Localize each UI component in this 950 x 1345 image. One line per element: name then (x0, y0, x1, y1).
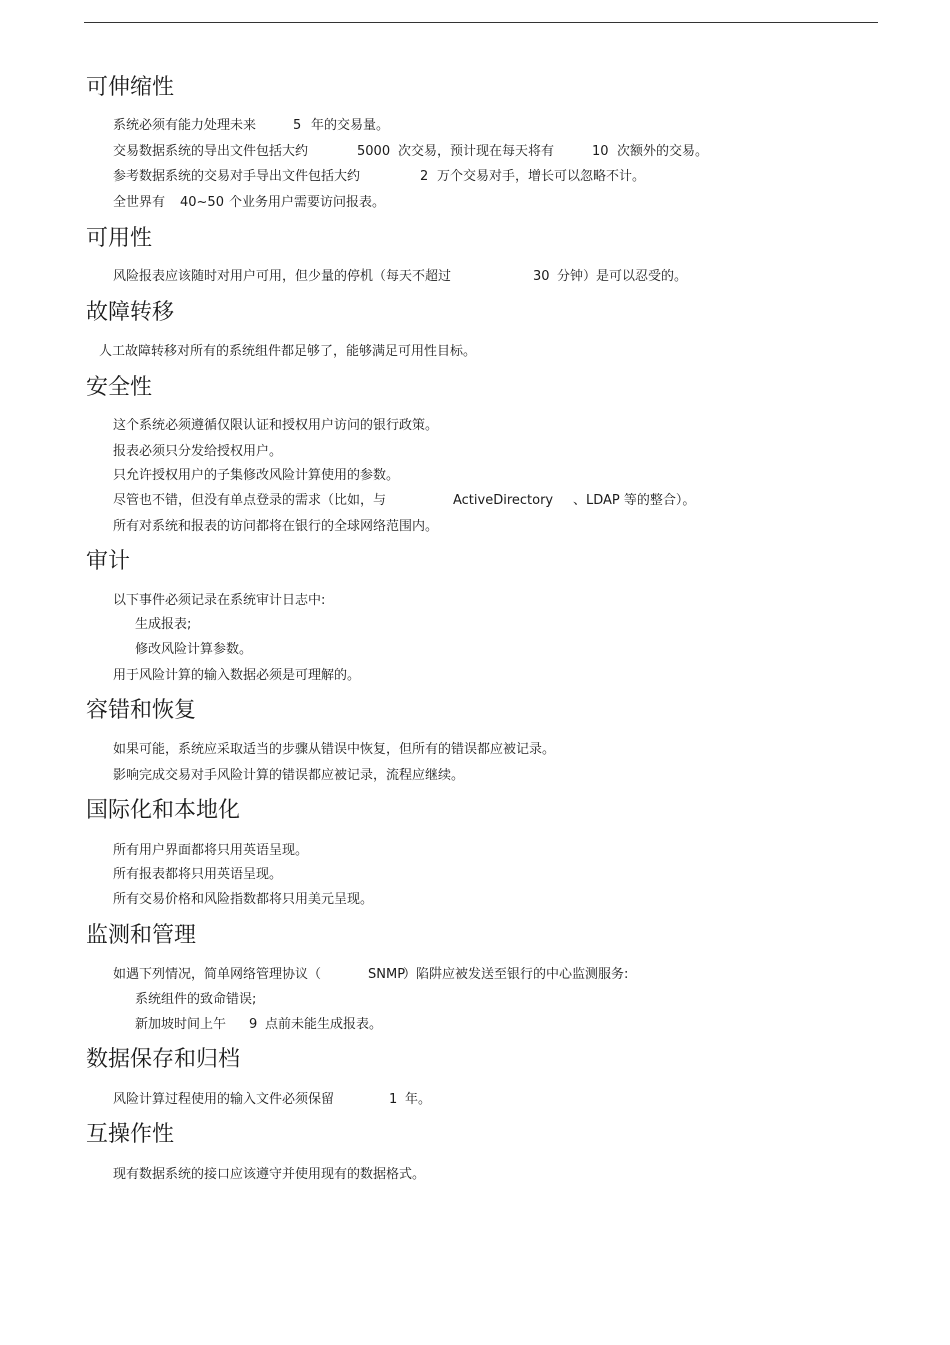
audit-line-1: 以下事件必须记录在系统审计日志中: (113, 593, 326, 608)
scalability-line-2 (113, 143, 813, 161)
audit-line-4: 用于风险计算的输入数据必须是可理解的。 (113, 668, 361, 683)
text-segment: 次交易，预计现在每天将有 (398, 144, 555, 159)
text-segment: 新加坡时间上午 (135, 1017, 227, 1032)
audit-line-3: 修改风险计算参数。 (135, 642, 253, 657)
text-segment: ）陷阱应被发送至银行的中心监测服务: (403, 967, 629, 982)
text-segment: 5 (293, 118, 302, 133)
retention-line-1 (113, 1091, 813, 1109)
text-segment: 次额外的交易。 (617, 144, 709, 159)
security-line-5: 所有对系统和报表的访问都将在银行的全球网络范围内。 (113, 519, 439, 534)
security-line-1: 这个系统必须遵循仅限认证和授权用户访问的银行政策。 (113, 418, 439, 433)
audit-line-2: 生成报表; (135, 617, 192, 632)
text-segment: 如遇下列情况，简单网络管理协议（ (113, 967, 322, 982)
security-line-4 (113, 492, 813, 510)
text-segment: 9 (249, 1017, 258, 1032)
text-segment: 全世界有 (113, 195, 166, 210)
recovery-line-1: 如果可能，系统应采取适当的步骤从错误中恢复，但所有的错误都应被记录。 (113, 742, 556, 757)
text-segment: 万个交易对手，增长可以忽略不计。 (437, 169, 646, 184)
scalability-line-1 (113, 117, 813, 135)
text-segment: 尽管也不错，但没有单点登录的需求（比如，与 (113, 493, 387, 508)
monitoring-line-2: 系统组件的致命错误; (135, 992, 257, 1007)
i18n-line-1: 所有用户界面都将只用英语呈现。 (113, 843, 309, 858)
text-segment: 5000 (357, 144, 391, 159)
heading-scalability: 可伸缩性 (86, 75, 175, 100)
text-segment: 交易数据系统的导出文件包括大约 (113, 144, 309, 159)
text-segment: 2 (420, 169, 429, 184)
i18n-line-2: 所有报表都将只用英语呈现。 (113, 867, 283, 882)
text-segment: 个业务用户需要访问报表。 (229, 195, 386, 210)
text-segment: 分钟）是可以忍受的。 (557, 269, 688, 284)
interop-line-1: 现有数据系统的接口应该遵守并使用现有的数据格式。 (113, 1167, 426, 1182)
heading-audit: 审计 (86, 549, 131, 574)
heading-interop: 互操作性 (86, 1122, 175, 1147)
failover-line-1: 人工故障转移对所有的系统组件都足够了，能够满足可用性目标。 (99, 344, 477, 359)
monitoring-line-1 (113, 966, 813, 984)
text-segment: 系统必须有能力处理未来 (113, 118, 257, 133)
security-line-3: 只允许授权用户的子集修改风险计算使用的参数。 (113, 468, 400, 483)
text-segment: 、LDAP 等的整合）。 (573, 493, 696, 508)
heading-failover: 故障转移 (86, 300, 175, 325)
scalability-line-3 (113, 168, 813, 186)
text-segment: 30 (533, 269, 550, 284)
text-segment: SNMP (368, 967, 406, 982)
heading-security: 安全性 (86, 375, 153, 400)
heading-retention: 数据保存和归档 (86, 1047, 241, 1072)
text-segment: 参考数据系统的交易对手导出文件包括大约 (113, 169, 361, 184)
heading-availability: 可用性 (86, 226, 153, 251)
text-segment: 1 (389, 1092, 398, 1107)
scalability-line-4 (113, 194, 813, 212)
availability-line-1 (113, 268, 813, 286)
heading-recovery: 容错和恢复 (86, 698, 197, 723)
heading-monitoring: 监测和管理 (86, 923, 197, 948)
text-segment: 年。 (405, 1092, 432, 1107)
text-segment: ActiveDirectory (453, 493, 554, 508)
text-segment: 风险报表应该随时对用户可用，但少量的停机（每天不超过 (113, 269, 452, 284)
heading-i18n: 国际化和本地化 (86, 798, 241, 823)
text-segment: 年的交易量。 (311, 118, 390, 133)
monitoring-line-3 (135, 1016, 735, 1034)
text-segment: 10 (592, 144, 609, 159)
text-segment: 风险计算过程使用的输入文件必须保留 (113, 1092, 335, 1107)
text-segment: 40~50 (180, 195, 224, 210)
i18n-line-3: 所有交易价格和风险指数都将只用美元呈现。 (113, 892, 374, 907)
recovery-line-2: 影响完成交易对手风险计算的错误都应被记录，流程应继续。 (113, 768, 465, 783)
security-line-2: 报表必须只分发给授权用户。 (113, 444, 283, 459)
text-segment: 点前未能生成报表。 (265, 1017, 383, 1032)
